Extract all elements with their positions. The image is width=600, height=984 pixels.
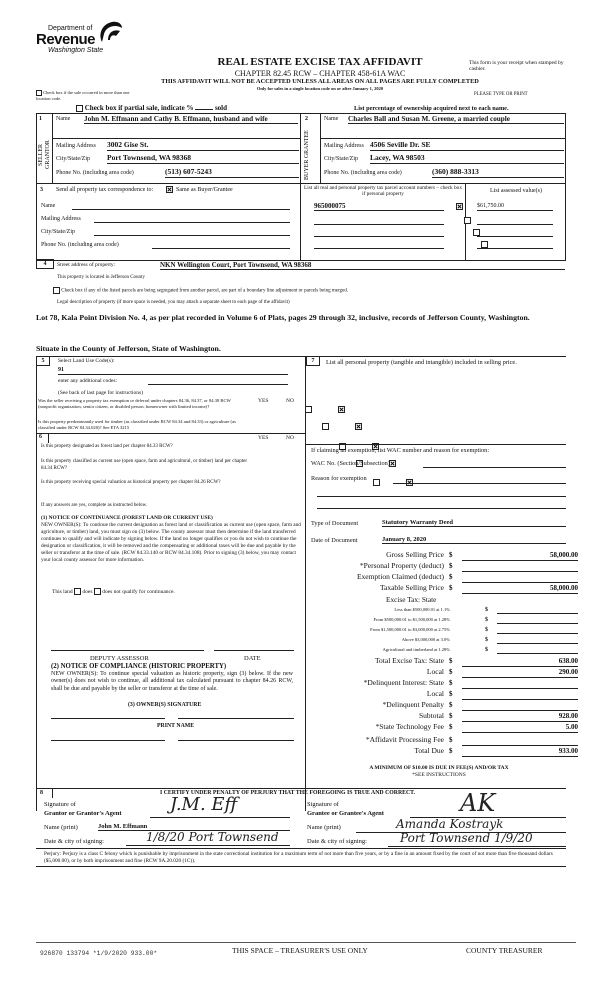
corr-phone-label: Phone No. (including area code) <box>41 242 119 248</box>
corr-name-label: Name <box>41 203 56 209</box>
continuance-prefix: This land <box>52 588 73 595</box>
treasurer-line <box>36 942 576 943</box>
multi-location-label: Check box if the sale occurred in more than one location code. <box>36 90 130 101</box>
affidavit-fee-label: *Affidavit Processing Fee <box>365 735 444 744</box>
correspondence-label: Send all property tax correspondence to: <box>56 187 154 193</box>
currency-symbol: $ <box>485 627 488 633</box>
doc-type-field[interactable]: Statutory Warranty Deed <box>382 519 566 527</box>
s6-no-header: NO <box>286 435 294 441</box>
if-yes-note: If any answers are yes, complete as instructed below. <box>41 503 148 508</box>
currency-symbol: $ <box>449 690 453 698</box>
perjury-top <box>36 848 566 849</box>
property-section-number: 4 <box>36 259 54 269</box>
print-name-line-2[interactable] <box>178 740 294 741</box>
county-treasurer-label: COUNTY TREASURER <box>466 946 543 955</box>
local-tax-row <box>312 668 600 678</box>
dor-emblem-icon <box>96 20 124 44</box>
doc-date-label: Date of Document <box>311 537 358 544</box>
total-due-row <box>312 747 600 757</box>
bracket-row-4 <box>312 637 600 645</box>
personal-property-deduct-field[interactable] <box>462 562 578 572</box>
grantor-date-label: Date & city of signing: <box>44 838 104 845</box>
street-label: Street address of property: <box>57 262 116 268</box>
corr-address-label: Mailing Address <box>41 216 81 222</box>
print-name-label: PRINT NAME <box>157 723 195 729</box>
wac-field[interactable] <box>423 467 566 468</box>
buyer-phone-field[interactable]: (360) 888-3313 <box>432 168 564 178</box>
s5-q1-yes-checkbox[interactable] <box>305 406 312 413</box>
s6-q3-yes-checkbox[interactable] <box>373 479 380 486</box>
partial-sale-percent-field[interactable] <box>195 103 213 110</box>
subtotal-field[interactable]: 928.00 <box>462 712 578 722</box>
seller-col-line <box>52 113 53 183</box>
owner-signature-line-2[interactable] <box>178 718 294 719</box>
bracket-label-1: Less than $500,000.01 at 1.1% <box>394 607 450 612</box>
bracket-field-4[interactable] <box>497 637 578 644</box>
currency-symbol: $ <box>449 701 453 709</box>
same-as-buyer-checkbox[interactable] <box>166 186 173 193</box>
bracket-row-1 <box>312 607 600 615</box>
exemption-claimed-row <box>312 573 600 583</box>
continuance-does-label: does <box>82 588 93 595</box>
corr-city-field[interactable] <box>94 235 290 236</box>
parcel-personal-checkbox-4[interactable] <box>481 241 488 248</box>
currency-symbol: $ <box>449 736 453 744</box>
reason-label: Reason for exemption <box>311 475 367 482</box>
continuance-row <box>52 588 175 595</box>
seller-address-label: Mailing Address <box>56 143 96 149</box>
parcel-number-field-1[interactable]: 965000075 <box>314 202 444 211</box>
taxable-price-field[interactable]: 58,000.00 <box>462 584 578 594</box>
section5-number: 5 <box>36 356 50 366</box>
assessed-header: List assessed value(s) <box>490 188 542 194</box>
parties-divider <box>300 113 301 261</box>
county-line: This property is located in Jefferson County <box>57 275 145 280</box>
treasurer-space-label: THIS SPACE – TREASURER'S USE ONLY <box>232 946 368 955</box>
currency-symbol: $ <box>485 617 488 623</box>
bracket-field-2[interactable] <box>497 617 578 624</box>
parcel-number-field-4[interactable] <box>314 248 444 249</box>
bracket-row-5 <box>312 647 600 655</box>
print-name-line-1[interactable] <box>51 740 165 741</box>
currency-symbol: $ <box>485 637 488 643</box>
buyer-city-field[interactable]: Lacey, WA 98503 <box>370 154 564 164</box>
local-tax-field[interactable]: 290.00 <box>462 668 578 678</box>
grantor-sig-label1: Signature of <box>44 801 76 808</box>
currency-symbol: $ <box>449 679 453 687</box>
multi-location-checkbox[interactable] <box>36 90 42 96</box>
wac-label: WAC No. (Section/Subsection) <box>311 460 390 467</box>
grantee-sig-label1: Signature of <box>307 801 339 808</box>
bracket-field-3[interactable] <box>497 627 578 634</box>
exemption-top <box>305 444 566 445</box>
agency-line3: Washington State <box>48 47 104 54</box>
segregation-checkbox[interactable] <box>53 287 60 294</box>
bracket-field-5[interactable] <box>497 647 578 654</box>
bracket-field-1[interactable] <box>497 607 578 614</box>
legal-description: Lot 78, Kala Point Division No. 4, as per plat recorded in Volume 6 of Plats, pages 29 through 32, inclusive, records of Jefferson County, Washington. <box>36 313 530 322</box>
receipt-note: This form is your receipt when stamped by cashier. <box>469 60 564 73</box>
parcel-personal-checkbox-3[interactable] <box>473 229 480 236</box>
s6-q2-no-checkbox[interactable] <box>389 460 396 467</box>
legal-label: Legal description of property (if more space is needed, you may attach a separate sheet to each page of the affidavit) <box>57 300 290 305</box>
excise-header: Excise Tax: State <box>386 595 437 604</box>
penalty-field[interactable] <box>462 701 578 711</box>
assessed-value-field-1[interactable]: $61,750.00 <box>477 203 553 211</box>
grantee-sig-label2: Grantee or Grantee's Agent <box>307 810 384 817</box>
assessed-value-field-3[interactable] <box>477 236 553 237</box>
partial-sale-label: Check box if partial sale, indicate % <box>84 104 194 112</box>
receipt-stamp: 926870 133794 *1/9/2020 933.00* <box>40 950 158 957</box>
form-warning: THIS AFFIDAVIT WILL NOT BE ACCEPTED UNLESS ALL AREAS ON ALL PAGES ARE FULLY COMPLETED <box>161 78 479 85</box>
delinquent-local-label: Local <box>426 689 444 698</box>
seller-city-label: City/State/Zip <box>56 156 90 162</box>
certify-statement: I CERTIFY UNDER PENALTY OF PERJURY THAT THE FOREGOING IS TRUE AND CORRECT. <box>160 790 416 796</box>
penalty-label: *Delinquent Penalty <box>382 700 444 709</box>
parcel-personal-checkbox-2[interactable] <box>464 217 471 224</box>
doc-type-label: Type of Document <box>311 520 359 527</box>
seller-side-label: SELLER GRANTOR <box>38 140 51 170</box>
owner-signature-label: (3) OWNER(S) SIGNATURE <box>128 702 202 708</box>
notice2-title: (2) NOTICE OF COMPLIANCE (HISTORIC PROPERTY) <box>51 663 227 670</box>
deputy-assessor-label: DEPUTY ASSESSOR <box>90 655 149 662</box>
form-only-for: Only for sales in a single location code on or after January 1, 2020 <box>256 86 384 91</box>
s5-no-header: NO <box>286 398 294 404</box>
affidavit-fee-field[interactable] <box>462 736 578 746</box>
assessor-date-line[interactable] <box>214 650 294 651</box>
grantor-sig-label2: Grantor or Grantor's Agent <box>44 810 122 817</box>
additional-codes-field[interactable] <box>148 384 288 385</box>
seller-section-number: 1 <box>39 116 42 122</box>
currency-symbol: $ <box>449 712 453 720</box>
grantee-date-label: Date & city of signing: <box>307 838 367 845</box>
dor-logo <box>34 20 144 56</box>
gross-price-row <box>312 551 600 561</box>
reason-field-2[interactable] <box>317 496 566 497</box>
corr-phone-field[interactable] <box>152 248 290 249</box>
continuance-does-not-label: does not qualify for continuance. <box>102 588 175 595</box>
s5-q2-no-checkbox[interactable] <box>355 423 362 430</box>
notice1-body: NEW OWNER(S): To continue the current designation as forest land or classification as current use (open space, farm and agriculture, or timber) land, you must sign on (3) below. The county assessor must then determine if the land transferred continues to qualify and will indicate by signing below. If the land no longer qualifies or you do not wish to continue the designation or classification, it will be removed and the compensating or additional taxes will be due and payable by the seller or transferor at the time of sale. (RCW 84.33.140 or RCW 84.34.108). Prior to signing (3) below, you may contact your local county assessor for more information. <box>41 522 301 563</box>
currency-symbol: $ <box>449 668 453 676</box>
street-address-field[interactable]: NKN Wellington Court, Port Townsend, WA 98368 <box>160 261 565 270</box>
buyer-col-line <box>320 113 321 183</box>
perjury-notice: Perjury: Perjury is a class C felony which is punishable by imprisonment in the state correctional institution for a maximum term of not more than five years, or by a fine in an amount fixed by the court of not more than five thousand dollars ($5,000.00), or by both imprisonment and fine (RCW 9A.20.020 (1C)). <box>44 851 553 864</box>
see-instructions: *SEE INSTRUCTIONS <box>412 772 466 778</box>
subtotal-row <box>312 712 600 722</box>
perjury-bottom <box>36 866 566 867</box>
delinquent-state-label: *Delinquent Interest: State <box>363 678 444 687</box>
grantor-name-field[interactable]: John M. Effmann <box>98 823 290 831</box>
reason-field-3[interactable] <box>317 508 566 509</box>
s5-yes-header: YES <box>258 398 269 404</box>
grantor-date-field[interactable]: 1/8/20 Port Townsend <box>126 831 290 846</box>
seller-phone-label: Phone No. (including area code) <box>56 170 134 176</box>
section6-top <box>36 433 305 434</box>
taxable-price-label: Taxable Selling Price <box>379 583 444 592</box>
section6-number: 6 <box>39 434 42 440</box>
grantor-signature-field[interactable] <box>150 817 290 818</box>
delinquent-local-row <box>312 690 600 700</box>
notice2-body: NEW OWNER(S): To continue special valuation as historic property, sign (3) below. If the new owner(s) does not wish to continue, all additional tax calculated pursuant to chapter 84.26 RCW, shall be due and payable by the seller or transferor at the time of sale. <box>51 671 293 692</box>
section6-num-divider <box>48 433 49 443</box>
grantor-signature: J.M. Eff <box>170 794 238 815</box>
buyer-name-label: Name <box>324 116 339 122</box>
exemption-label: If claiming an exemption, list WAC number and reason for exemption: <box>311 447 490 454</box>
currency-symbol: $ <box>449 551 453 559</box>
parcel-number-field-3[interactable] <box>314 236 444 237</box>
assessed-value-field-2[interactable] <box>477 224 553 225</box>
buyer-city-label: City/State/Zip <box>324 156 358 162</box>
s5-q2-yes-checkbox[interactable] <box>322 423 329 430</box>
currency-symbol: $ <box>449 584 453 592</box>
agency-line1: Department of <box>48 25 93 32</box>
lower-box-divider <box>305 356 306 811</box>
buyer-address-label: Mailing Address <box>324 143 364 149</box>
currency-symbol: $ <box>449 562 453 570</box>
tech-fee-field[interactable]: 5.00 <box>462 723 578 733</box>
ownership-note: List percentage of ownership acquired next to each name. <box>354 105 509 112</box>
seller-name-label: Name <box>56 116 71 122</box>
tech-fee-row <box>312 723 600 733</box>
situate-line: Situate in the County of Jefferson, State of Washington. <box>36 344 221 353</box>
currency-symbol: $ <box>485 607 488 613</box>
total-due-field[interactable]: 933.00 <box>462 747 578 757</box>
local-tax-label: Local <box>426 667 444 676</box>
bracket-label-4: Above $3,000,000 at 3.0% <box>401 637 450 642</box>
buyer-address-field[interactable]: 4506 Seville Dr. SE <box>370 141 564 151</box>
gross-price-label: Gross Selling Price <box>386 550 444 559</box>
total-state-row <box>312 657 600 667</box>
buyer-phone-label: Phone No. (including area code) <box>324 170 402 176</box>
correspondence-section-number: 3 <box>40 187 43 193</box>
owner-signature-line-1[interactable] <box>51 718 165 719</box>
agency-line2: Revenue <box>36 31 96 48</box>
gross-price-field[interactable]: 58,000.00 <box>462 551 578 561</box>
segregation-row <box>53 287 348 294</box>
s5-q2-text: Is this property predominantly used for timber (as classified under RCW 84.34 and 84.33) or agriculture (as classified under RCW 84.34.020)? See ETA 3215 <box>38 419 236 430</box>
section8-num-divider <box>52 788 53 798</box>
s6-yes-header: YES <box>258 435 269 441</box>
assessor-date-label: DATE <box>244 655 261 662</box>
bracket-row-3 <box>312 627 600 635</box>
seller-address-field[interactable]: 3002 Gise St. <box>107 141 299 151</box>
delinquent-local-field[interactable] <box>462 690 578 700</box>
currency-symbol: $ <box>449 723 453 731</box>
corr-address-field[interactable] <box>94 222 290 223</box>
deputy-assessor-sig-line[interactable] <box>51 650 204 651</box>
bracket-row-2 <box>312 617 600 625</box>
exemption-claimed-field[interactable] <box>462 573 578 583</box>
buyer-name-line2 <box>321 138 566 139</box>
s6-q1-text: Is this property designated as forest land per chapter 84.33 RCW? <box>41 444 173 449</box>
land-use-code-field[interactable]: 91 <box>58 367 288 375</box>
segregation-label: Check box if any of the listed parcels are being segregated from another parcel, are part of a boundary line adjustment or parcels being merged. <box>61 288 348 294</box>
delinquent-state-row <box>312 679 600 689</box>
partial-sale-suffix: sold <box>214 104 228 112</box>
subtotal-label: Subtotal <box>418 711 444 720</box>
bracket-label-3: From $1,500,000.01 to $3,000,000 at 2.75% <box>370 627 450 632</box>
partial-sale-row <box>76 103 227 112</box>
penalty-row <box>312 701 600 711</box>
grantee-name-field[interactable]: Amanda Kostrayk <box>356 818 566 833</box>
lower-box-top <box>36 356 566 357</box>
currency-symbol: $ <box>449 657 453 665</box>
seller-city-field[interactable]: Port Townsend, WA 98368 <box>107 154 299 164</box>
form-chapter: CHAPTER 82.45 RCW – CHAPTER 458-61A WAC <box>234 69 406 78</box>
buyer-section-number: 2 <box>305 116 308 122</box>
s5-q1-text: Was the seller receiving a property tax exemption or deferral under chapters 84.36, 84.37, or 84.38 RCW (nonprofit organization, senior citizen, or disabled person, homeowner with limited income)? <box>38 398 231 409</box>
grantor-name-label: Name (print) <box>44 824 78 831</box>
corr-city-label: City/State/Zip <box>41 229 75 235</box>
personal-property-label: List all personal property (tangible and intangible) included in selling price. <box>326 359 517 366</box>
buyer-side-label: BUYER GRANTEE <box>304 130 310 180</box>
total-state-field[interactable]: 638.00 <box>462 657 578 667</box>
grantee-signature: AK <box>460 789 496 817</box>
personal-property-deduct-label: *Personal Property (deduct) <box>359 561 444 570</box>
minimum-note: A MINIMUM OF $10.00 IS DUE IN FEE(S) AND/OR TAX <box>369 765 509 771</box>
currency-symbol: $ <box>485 647 488 653</box>
tech-fee-label: *State Technology Fee <box>375 722 444 731</box>
section7-number: 7 <box>306 356 320 366</box>
land-use-label: Select Land Use Code(s): <box>58 358 115 364</box>
seller-phone-field[interactable]: (513) 607-5243 <box>165 168 299 178</box>
personal-property-row <box>312 562 600 572</box>
currency-symbol: $ <box>449 573 453 581</box>
additional-codes-label: enter any additional codes: <box>58 378 118 384</box>
grantee-date-field[interactable]: Port Townsend 1/9/20 <box>388 832 566 847</box>
parcel-number-field-2[interactable] <box>314 224 444 225</box>
parcel-personal-checkbox-1[interactable] <box>456 203 463 210</box>
notice1-title: (1) NOTICE OF CONTINUANCE (FOREST LAND OR CURRENT USE) <box>41 515 213 521</box>
exemption-claimed-label: Exemption Claimed (deduct) <box>356 572 444 581</box>
continuance-does-not-checkbox[interactable] <box>94 588 101 595</box>
type-or-print: PLEASE TYPE OR PRINT <box>474 92 528 97</box>
total-state-label: Total Excise Tax: State <box>374 656 444 665</box>
affidavit-fee-row <box>312 736 600 746</box>
buyer-name-field[interactable]: Charles Ball and Susan M. Greene, a married couple <box>348 115 564 124</box>
grantee-name-label: Name (print) <box>307 824 341 831</box>
partial-sale-checkbox[interactable] <box>76 105 83 112</box>
doc-date-field[interactable]: January 8, 2020 <box>382 536 566 544</box>
s6-q2-text: Is this property classified as current use (open space, farm and agricultural, or timber) land per chapter 84.34 RCW? <box>41 459 247 471</box>
currency-symbol: $ <box>449 747 453 755</box>
reason-field[interactable] <box>393 483 566 484</box>
corr-name-field[interactable] <box>72 209 290 210</box>
section8-number: 8 <box>40 790 43 796</box>
total-due-label: Total Due <box>414 746 444 755</box>
taxable-price-row <box>312 584 600 594</box>
seller-name-line2 <box>53 138 300 139</box>
seller-name-field[interactable]: John M. Effmann and Cathy B. Effmann, husband and wife <box>84 115 298 124</box>
s5-q1-no-checkbox[interactable] <box>338 406 345 413</box>
delinquent-state-field[interactable] <box>462 679 578 689</box>
assessed-value-field-4[interactable] <box>477 248 553 249</box>
parties-row-divider <box>36 183 566 184</box>
see-back-note: (See back of last page for instructions) <box>58 390 143 396</box>
parcels-header: List all real and personal property tax parcel account numbers – check box if personal property <box>304 185 462 198</box>
lower-box-left <box>36 356 37 811</box>
same-as-buyer-label: Same as Buyer/Grantee <box>176 187 233 193</box>
bracket-label-2: From $500,000.01 to $1,500,000 at 1.28% <box>373 617 450 622</box>
form-title: REAL ESTATE EXCISE TAX AFFIDAVIT <box>217 56 423 68</box>
s6-q3-text: Is this property receiving special valuation as historical property per chapter 84.26 RCW? <box>41 480 221 485</box>
multi-location-check-row <box>36 90 136 101</box>
continuance-does-checkbox[interactable] <box>74 588 81 595</box>
bracket-label-5: Agricultural and timberland at 1.28% <box>382 647 450 652</box>
